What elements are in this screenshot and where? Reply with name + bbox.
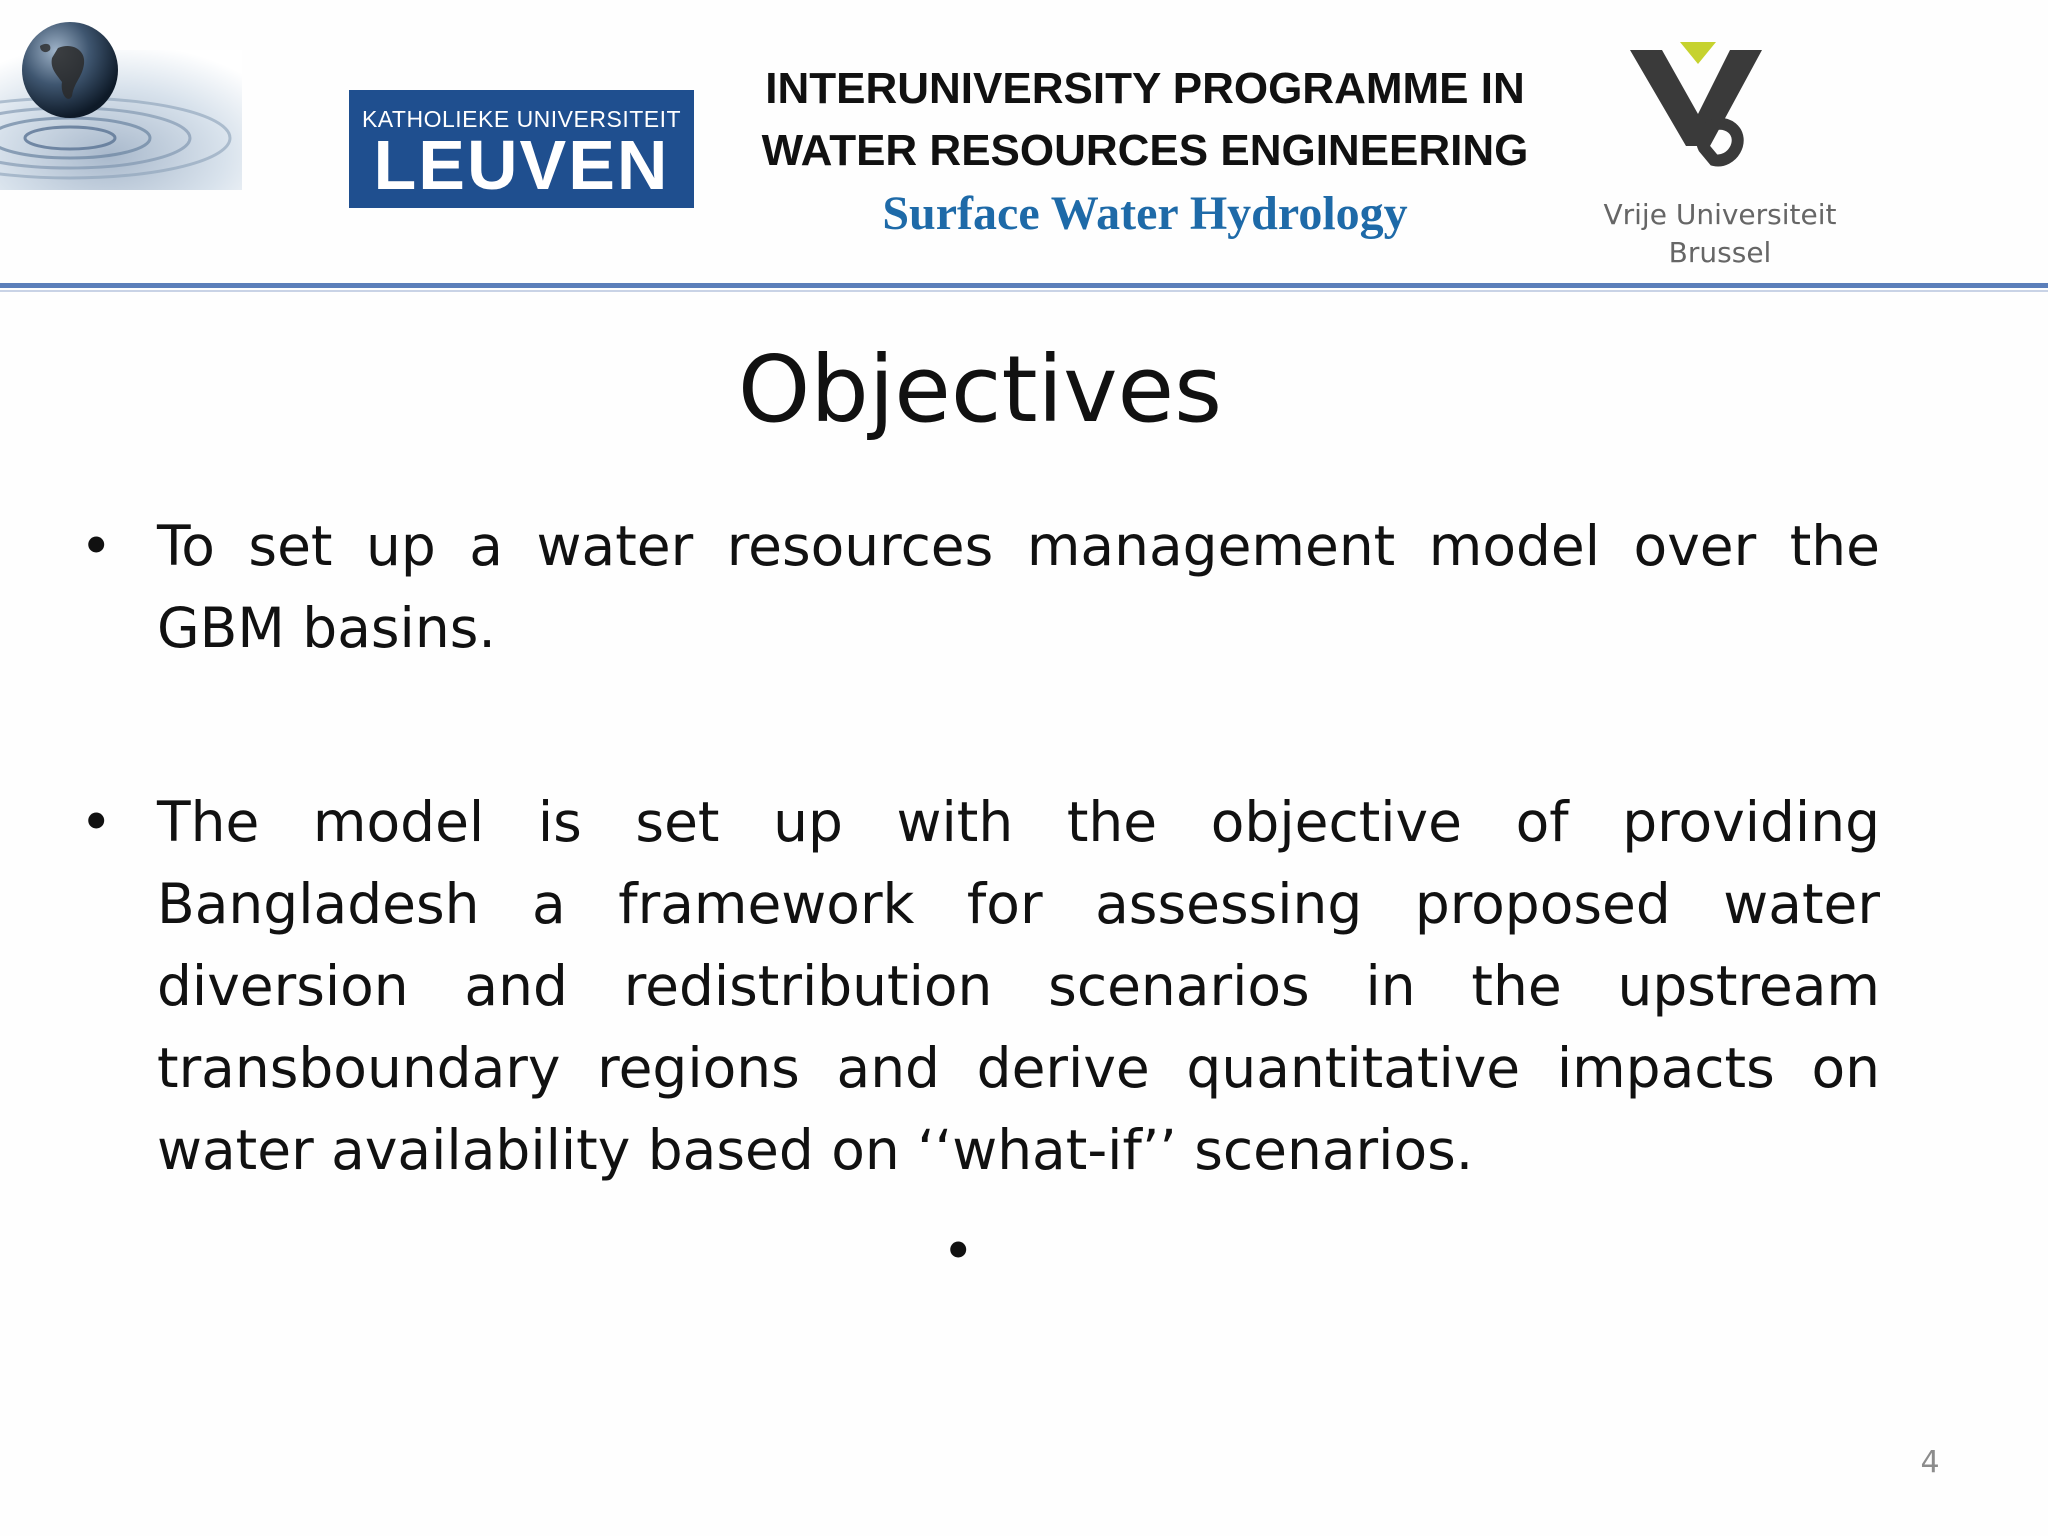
course-name: Surface Water Hydrology — [882, 187, 1408, 240]
header-divider — [0, 283, 2048, 288]
slide-title: Objectives — [737, 336, 1223, 443]
vub-logo-line-2: Brussel — [1668, 236, 1772, 269]
program-line-1: INTERUNIVERSITY PROGRAMME IN — [765, 64, 1525, 113]
program-heading — [700, 58, 1590, 246]
vub-logo-icon — [1600, 36, 1840, 196]
bullet-list — [60, 505, 1880, 1191]
globe-water-ripple-icon — [0, 20, 242, 190]
program-line-2: WATER RESOURCES ENGINEERING — [761, 126, 1529, 175]
bullet-dot-icon: • — [80, 790, 113, 854]
kul-logo-bottom-text: LEUVEN — [373, 126, 670, 204]
bullet-item — [60, 505, 1880, 669]
vub-logo-text — [1600, 196, 1840, 272]
kul-leuven-logo — [349, 90, 694, 208]
empty-bullet-dot-icon: • — [942, 1219, 975, 1283]
bullet-text: To set up a water resources management model over the GBM basins. — [157, 514, 1880, 660]
bullet-dot-icon: • — [80, 514, 113, 578]
vub-logo-line-1: Vrije Universiteit — [1603, 198, 1837, 231]
kul-logo-top-text: KATHOLIEKE UNIVERSITEIT — [361, 106, 682, 132]
bullet-text: The model is set up with the objective of providing Bangladesh a framework for assessing proposed water diversion and redistribution scenarios in the upstream transboundary regions and derive quantitative impacts on water availability based on ‘‘what-if’’ scenarios. — [157, 790, 1880, 1182]
header-divider-shadow — [0, 290, 2048, 292]
bullet-item — [60, 781, 1880, 1191]
slide-header — [0, 0, 2048, 288]
vub-logo — [1600, 36, 1840, 276]
page-number: 4 — [1920, 1445, 1940, 1480]
